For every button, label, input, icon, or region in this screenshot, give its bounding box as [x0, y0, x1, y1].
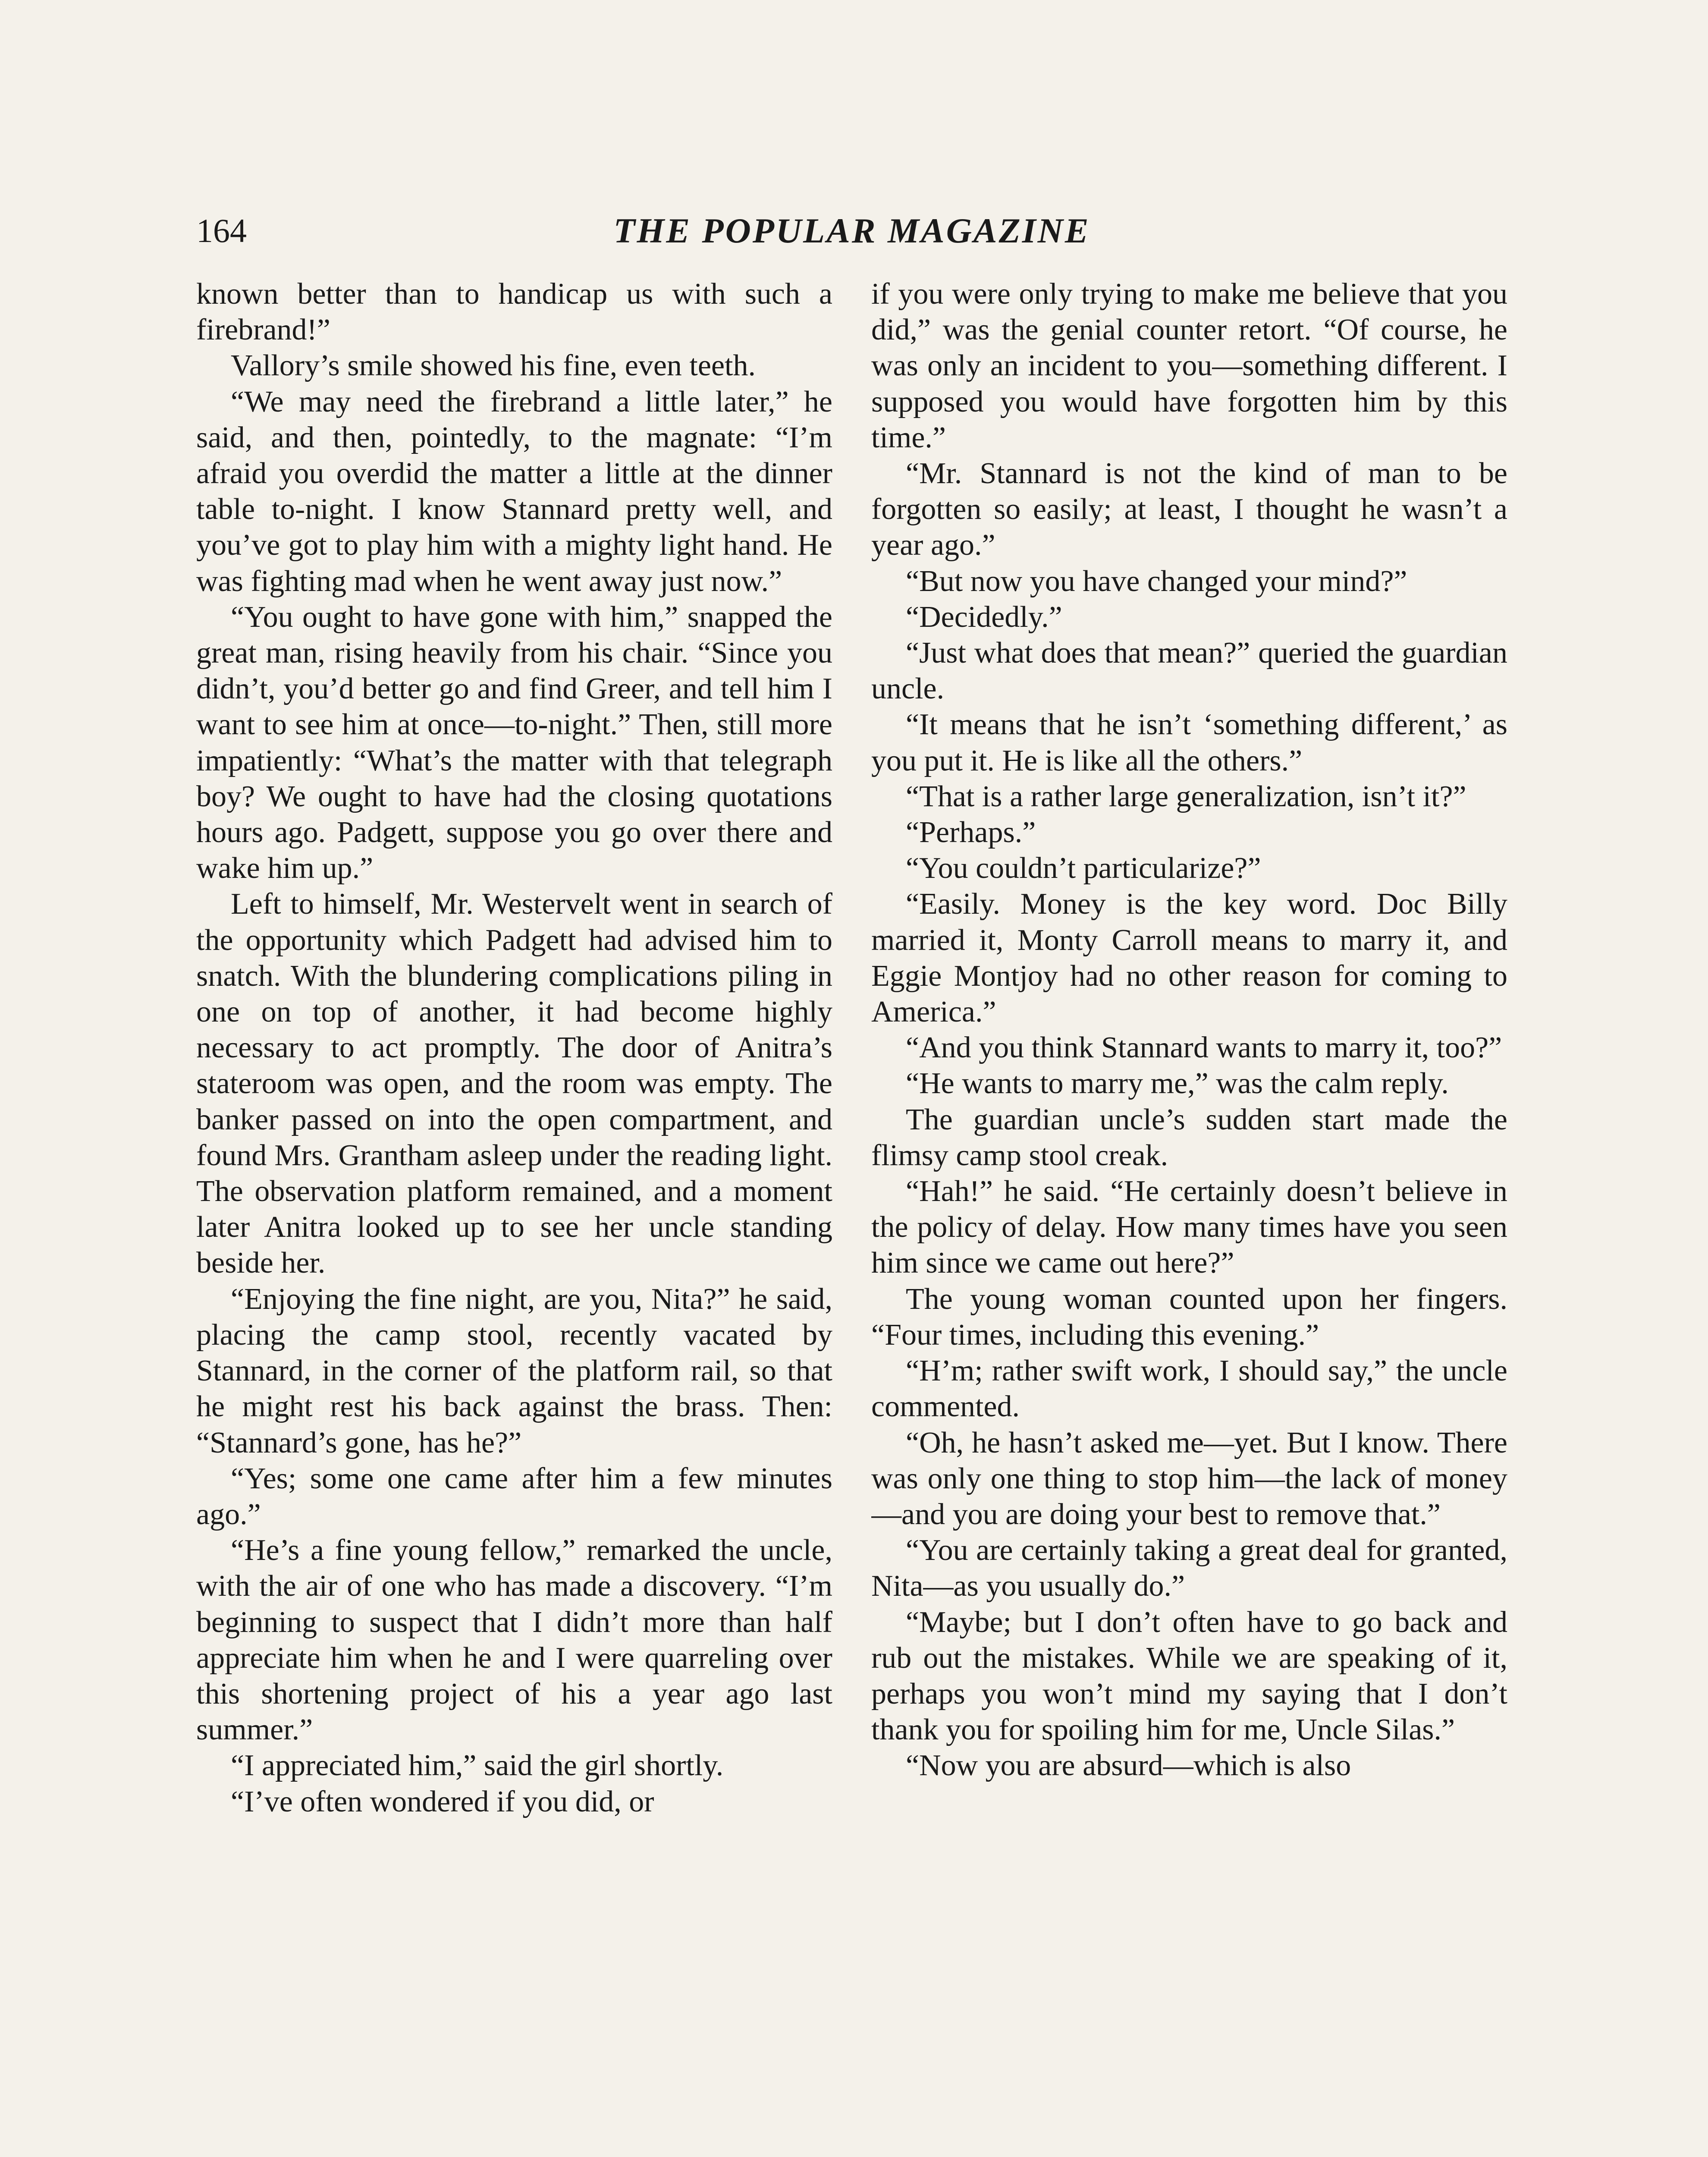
paragraph: Left to himself, Mr. Westervelt went in search of the opportunity which Padgett had advised him to snatch. With the blundering complications piling in one on top of another, it had become highly necessary to act promptly. The door of Anitra’s stateroom was open, and the room was empty. The banker passed on into the open compartment, and found Mrs. Grantham asleep under the reading light. The observation platform remained, and a moment later Anitra looked up to see her uncle standing beside her. [196, 887, 832, 1280]
paragraph: “I’ve often wondered if you did, or [231, 1785, 654, 1818]
text-column-right [871, 276, 1507, 2157]
paragraph: “Decidedly.” [906, 600, 1062, 634]
paragraph: The young woman counted upon her fingers. “Four times, including this evening.” [871, 1282, 1507, 1352]
paragraph: “Yes; some one came after him a few minutes ago.” [196, 1462, 832, 1531]
paragraph: “It means that he isn’t ‘something different,’ as you put it. He is like all the others.” [871, 708, 1507, 777]
paragraph: “Hah!” he said. “He certainly doesn’t believe in the policy of delay. How many times have you seen him since we came out here?” [871, 1175, 1507, 1280]
page-number: 164 [196, 212, 247, 249]
paragraph: “You ought to have gone with him,” snapped the great man, rising heavily from his chair. “Since you didn’t, you’d better go and find Greer, and tell him I want to see him at once—to-night.” Then, still more impatiently: “What’s the matter with that telegraph boy? We ought to have had the closing quotations hours ago. Padgett, suppose you go over there and wake him up.” [196, 600, 832, 885]
paragraph: “Mr. Stannard is not the kind of man to be forgotten so easily; at least, I thought he wasn’t a year ago.” [871, 457, 1507, 562]
text-column-left [196, 276, 832, 2157]
paragraph: The guardian uncle’s sudden start made the flimsy camp stool creak. [871, 1103, 1507, 1172]
paragraph: “We may need the firebrand a little later,” he said, and then, pointedly, to the magnate: “I’m afraid you overdid the matter a little at the dinner table to-night. I know Stannard pretty well, and you’ve got to play him with a mighty light hand. He was fighting mad when he went away just now.” [196, 385, 832, 598]
paragraph: “Oh, he hasn’t asked me—yet. But I know. There was only one thing to stop him—the lack of money—and you are doing your best to remove that.” [871, 1426, 1507, 1531]
paragraph: “And you think Stannard wants to marry it, too?” [906, 1031, 1502, 1065]
paragraph: Vallory’s smile showed his fine, even teeth. [231, 349, 756, 383]
paragraph: if you were only trying to make me believe that you did,” was the genial counter retort. “Of course, he was only an incident to you—something different. I supposed you would have forgotten him by this time.” [871, 277, 1507, 454]
paragraph: “That is a rather large generalization, isn’t it?” [906, 780, 1466, 813]
paragraph: “H’m; rather swift work, I should say,” the uncle commented. [871, 1354, 1507, 1424]
paragraph: “He wants to marry me,” was the calm reply. [906, 1067, 1449, 1101]
paragraph: “I appreciated him,” said the girl shortly. [231, 1749, 724, 1783]
paragraph: “Now you are absurd—which is also [906, 1749, 1351, 1783]
paragraph: “But now you have changed your mind?” [906, 564, 1407, 598]
page-header [196, 207, 1507, 255]
paragraph: “He’s a fine young fellow,” remarked the uncle, with the air of one who has made a discovery. “I’m beginning to suspect that I didn’t more than half appreciate him when he and I were quarreling over this shortening project of his a year ago last summer.” [196, 1534, 832, 1747]
running-title: THE POPULAR MAGAZINE [613, 211, 1090, 250]
paragraph: “You couldn’t particularize?” [906, 852, 1261, 885]
paragraph: “You are certainly taking a great deal for granted, Nita—as you usually do.” [871, 1534, 1507, 1603]
paragraph: known better than to handicap us with such a firebrand!” [196, 277, 832, 347]
paragraph: “Maybe; but I don’t often have to go back and rub out the mistakes. While we are speaking of it, perhaps you won’t mind my saying that I don’t thank you for spoiling him for me, Uncle Silas.” [871, 1605, 1507, 1747]
paragraph: “Just what does that mean?” queried the guardian uncle. [871, 636, 1507, 706]
paragraph: “Enjoying the fine night, are you, Nita?” he said, placing the camp stool, recently vacated by Stannard, in the corner of the platform rail, so that he might rest his back against the brass. Then: “Stannard’s gone, has he?” [196, 1282, 832, 1459]
paragraph: “Perhaps.” [906, 816, 1036, 849]
paragraph: “Easily. Money is the key word. Doc Billy married it, Monty Carroll means to marry it, and Eggie Montjoy had no other reason for coming to America.” [871, 887, 1507, 1029]
